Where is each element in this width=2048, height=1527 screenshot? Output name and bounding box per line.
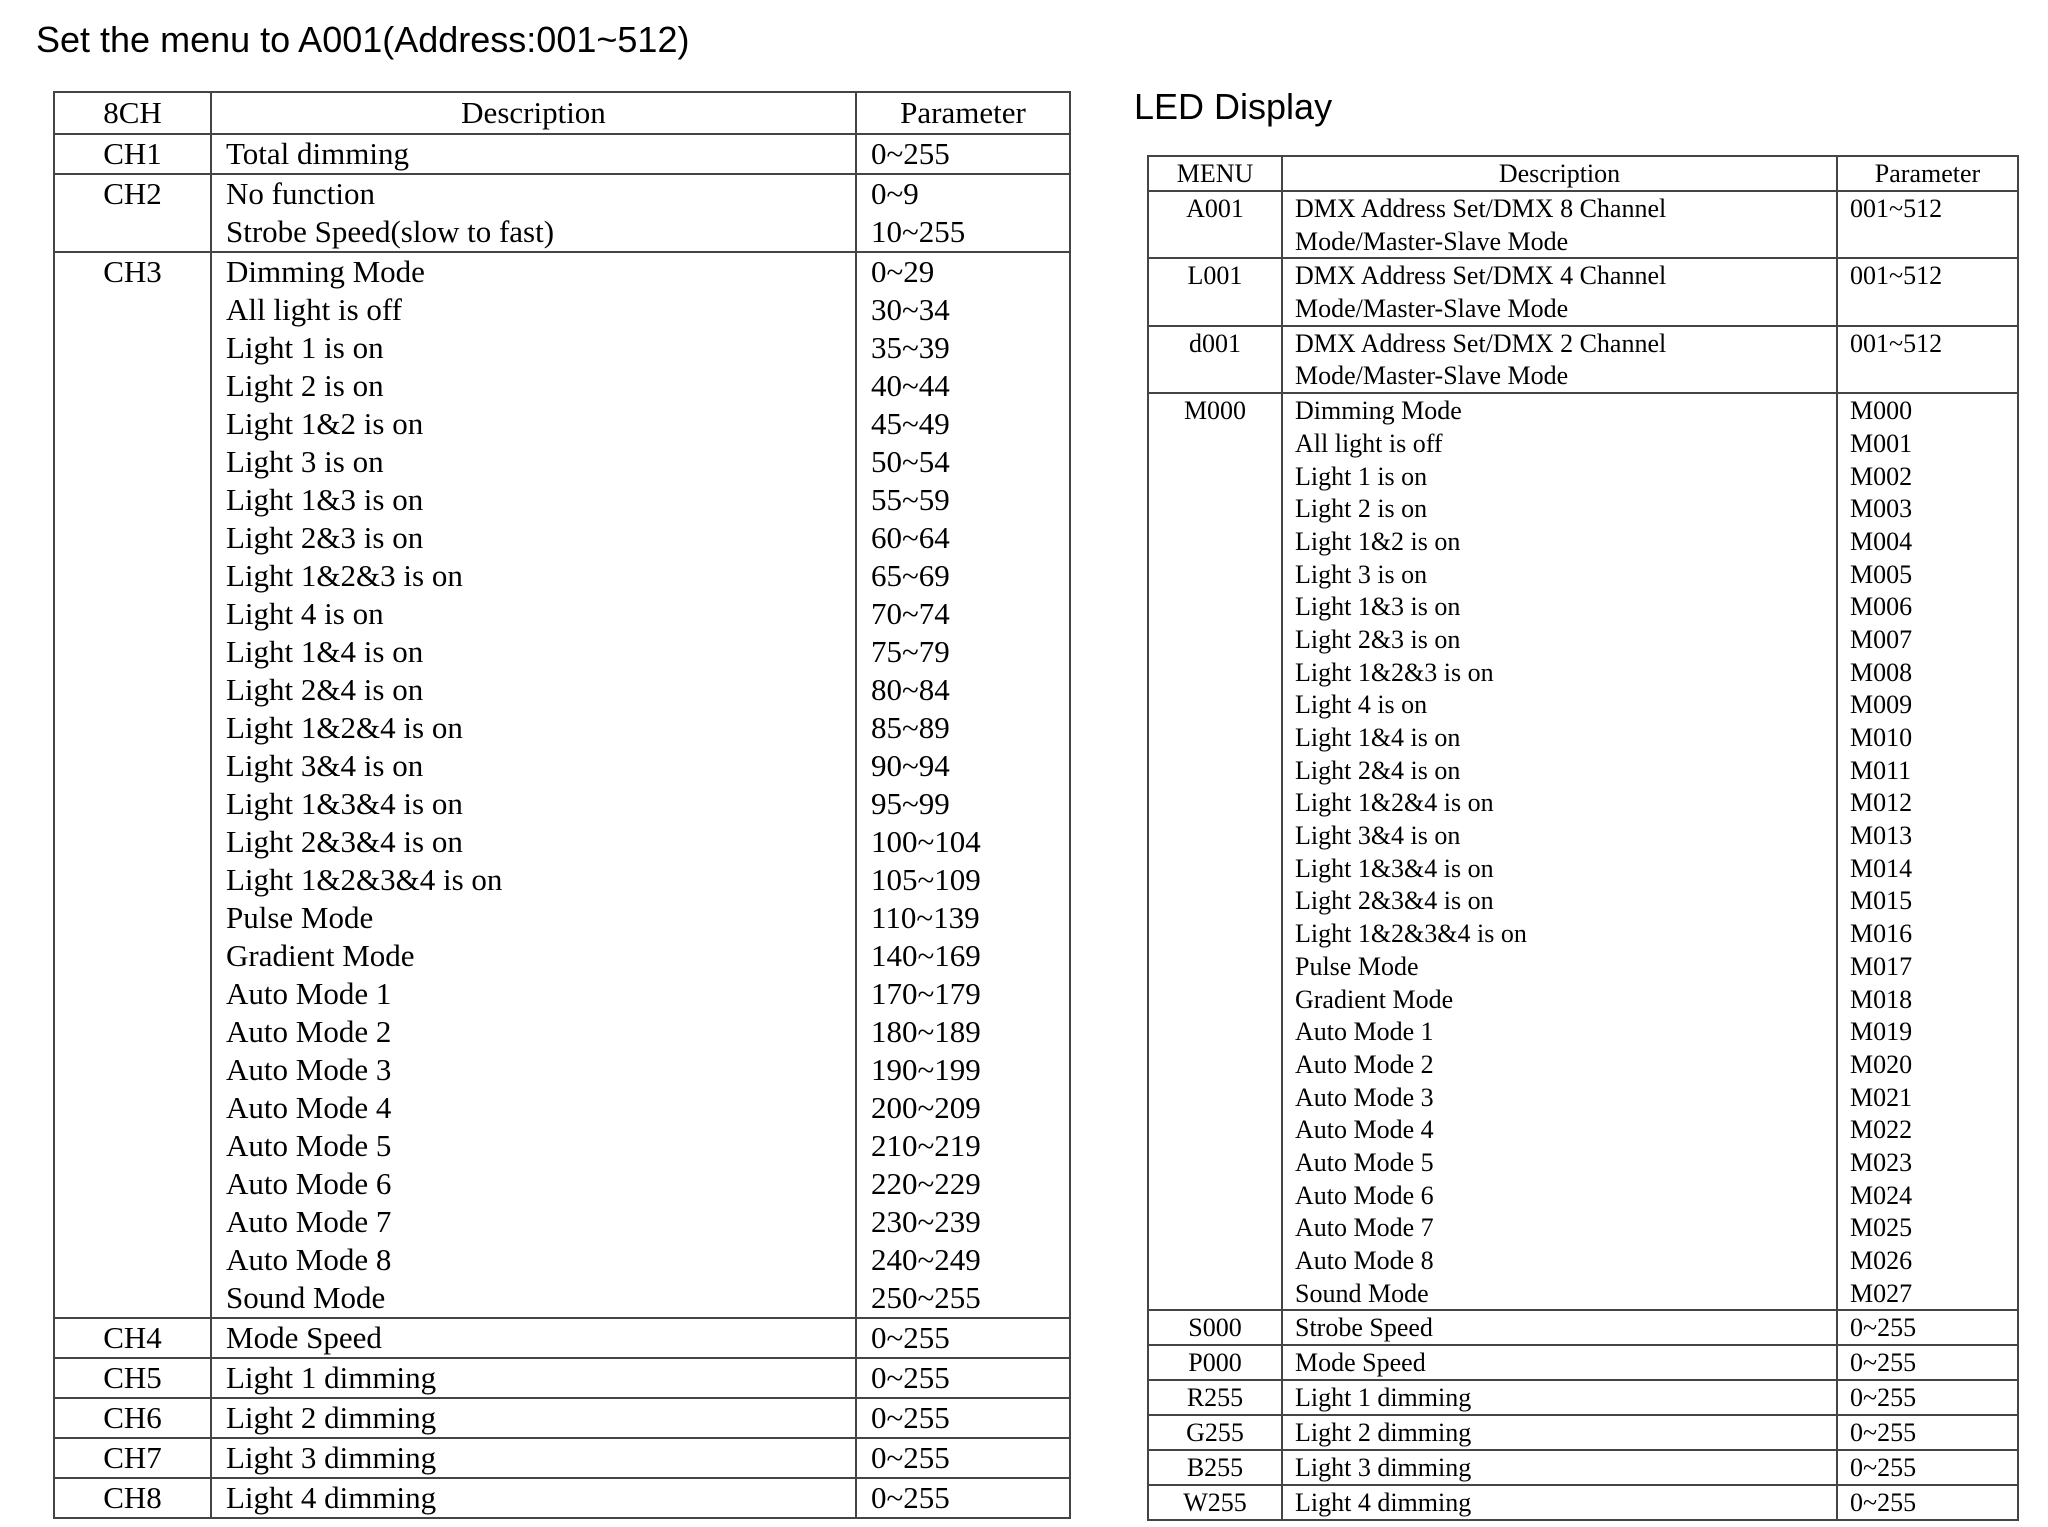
parameter-line: M021 (1850, 1082, 1913, 1112)
description-line: Light 1&4 is on (1295, 723, 1461, 752)
channel-label: CH3 (103, 254, 162, 289)
description-line: Light 1&3&4 is on (226, 786, 463, 821)
description-line: Auto Mode 5 (1295, 1147, 1434, 1177)
parameter-line: 75~79 (871, 634, 950, 669)
parameter-cell (1837, 1450, 2018, 1485)
parameter-cell (856, 1398, 1070, 1438)
description-cell (1282, 191, 1837, 258)
description-line: Light 3 dimming (1295, 1453, 1472, 1483)
parameter-line: 001~512 (1850, 194, 1943, 223)
description-line: Light 1&2 is on (1295, 526, 1461, 556)
description-line: Auto Mode 3 (1295, 1082, 1434, 1112)
description-line: Auto Mode 2 (226, 1014, 392, 1049)
channel-label: CH8 (103, 1480, 162, 1515)
description-line: Auto Mode 7 (1295, 1213, 1434, 1243)
description-line: Light 2 is on (226, 368, 384, 403)
page-title: Set the menu to A001(Address:001~512) (36, 19, 690, 60)
menu-cell (1148, 1415, 1282, 1450)
channel-cell (54, 1318, 211, 1358)
parameter-line: 40~44 (871, 368, 950, 403)
description-line: Light 2&3 is on (1295, 624, 1461, 654)
channel-cell (54, 1438, 211, 1478)
description-line: Mode Speed (226, 1320, 382, 1355)
description-line: Light 2 dimming (1295, 1418, 1472, 1448)
parameter-line: 0~255 (871, 1480, 950, 1515)
description-cell (1282, 393, 1837, 1310)
table-row (54, 1398, 1070, 1438)
dmx-header-channel: 8CH (54, 92, 211, 134)
description-line: Pulse Mode (226, 900, 374, 935)
parameter-cell (856, 1358, 1070, 1398)
description-cell (211, 1478, 856, 1518)
parameter-line: M023 (1850, 1147, 1913, 1177)
description-line: All light is off (226, 292, 402, 327)
menu-label: W255 (1183, 1488, 1247, 1518)
menu-label: B255 (1186, 1453, 1244, 1483)
parameter-line: M007 (1850, 624, 1913, 654)
description-line: Light 1&2&4 is on (226, 710, 463, 745)
description-line: Strobe Speed(slow to fast) (226, 214, 555, 249)
description-line: Light 1 dimming (1295, 1383, 1472, 1413)
parameter-line: M026 (1850, 1246, 1913, 1275)
description-line: Light 3&4 is on (226, 748, 424, 783)
led-header-parameter: Parameter (1837, 156, 2018, 191)
description-line: No function (226, 176, 375, 211)
dmx-header-row (54, 92, 1070, 134)
parameter-cell (1837, 1485, 2018, 1520)
description-line: Light 3 is on (1295, 559, 1428, 589)
description-line: Mode/Master-Slave Mode (1295, 294, 1569, 324)
channel-cell (54, 1358, 211, 1398)
parameter-line: 0~255 (871, 136, 950, 171)
channel-label: CH4 (103, 1320, 162, 1355)
menu-label: A001 (1186, 194, 1244, 223)
description-line: Light 2&3&4 is on (226, 824, 463, 859)
parameter-line: 0~255 (871, 1320, 950, 1355)
menu-cell (1148, 191, 1282, 258)
menu-cell (1148, 1345, 1282, 1380)
description-line: Light 3&4 is on (1295, 821, 1461, 851)
parameter-line: 55~59 (871, 482, 950, 517)
channel-label: CH7 (103, 1440, 162, 1475)
description-line: Light 2 dimming (226, 1400, 437, 1435)
menu-cell (1148, 1310, 1282, 1345)
channel-cell (54, 134, 211, 174)
parameter-line: 30~34 (871, 292, 950, 327)
menu-cell (1148, 393, 1282, 1310)
description-line: Light 1&2 is on (226, 406, 424, 441)
table-row (1148, 1380, 2018, 1415)
parameter-cell (1837, 393, 2018, 1310)
table-row (1148, 258, 2018, 325)
parameter-line: M008 (1850, 657, 1913, 687)
parameter-cell (856, 174, 1070, 252)
description-line: Auto Mode 4 (1295, 1115, 1434, 1145)
parameter-line: M009 (1850, 690, 1913, 720)
parameter-line: 60~64 (871, 520, 950, 555)
parameter-line: 0~255 (1850, 1453, 1917, 1483)
description-line: Gradient Mode (1295, 984, 1454, 1014)
menu-label: M000 (1183, 396, 1247, 426)
description-cell (211, 134, 856, 174)
parameter-line: M018 (1850, 984, 1913, 1014)
description-cell (211, 1398, 856, 1438)
description-line: Auto Mode 1 (1295, 1017, 1434, 1047)
description-line: Light 1&3 is on (226, 482, 424, 517)
description-line: Auto Mode 8 (1295, 1246, 1434, 1275)
parameter-line: 0~255 (871, 1400, 950, 1435)
channel-cell (54, 1478, 211, 1518)
description-line: Pulse Mode (1295, 951, 1419, 981)
parameter-cell (1837, 1345, 2018, 1380)
parameter-line: 35~39 (871, 330, 950, 365)
description-line: Light 2&3&4 is on (1295, 886, 1494, 916)
description-cell (211, 1318, 856, 1358)
description-line: Light 1&3&4 is on (1295, 853, 1494, 883)
description-line: Light 4 is on (1295, 690, 1428, 720)
description-cell (1282, 258, 1837, 325)
parameter-line: 001~512 (1850, 328, 1943, 358)
led-display-table (1147, 155, 2019, 1521)
led-header-row (1148, 156, 2018, 191)
menu-label: G255 (1186, 1418, 1244, 1448)
parameter-line: 200~209 (871, 1090, 981, 1125)
parameter-cell (856, 252, 1070, 1318)
menu-label: P000 (1188, 1348, 1242, 1378)
description-cell (1282, 1415, 1837, 1450)
dmx-header-description: Description (211, 92, 856, 134)
description-line: Strobe Speed (1295, 1313, 1433, 1343)
description-cell (211, 252, 856, 1318)
description-line: Light 2&4 is on (226, 672, 424, 707)
parameter-line: M011 (1850, 755, 1912, 785)
parameter-line: 190~199 (871, 1052, 981, 1087)
description-line: Light 1&2&3&4 is on (1295, 919, 1527, 949)
table-row (54, 1318, 1070, 1358)
parameter-line: 80~84 (871, 672, 950, 707)
table-row (54, 174, 1070, 252)
parameter-cell (1837, 326, 2018, 393)
description-line: Dimming Mode (226, 254, 425, 289)
channel-label: CH6 (103, 1400, 162, 1435)
description-line: Auto Mode 1 (226, 976, 392, 1011)
parameter-line: 170~179 (871, 976, 981, 1011)
description-line: Light 3 dimming (226, 1440, 437, 1475)
parameter-line: 0~9 (871, 176, 919, 211)
parameter-line: M005 (1850, 559, 1913, 589)
parameter-cell (1837, 258, 2018, 325)
description-line: Auto Mode 3 (226, 1052, 392, 1087)
channel-cell (54, 252, 211, 1318)
description-line: Auto Mode 4 (226, 1090, 392, 1125)
description-line: Light 2&3 is on (226, 520, 424, 555)
description-cell (1282, 1450, 1837, 1485)
description-cell (1282, 1345, 1837, 1380)
description-line: Light 1&2&3 is on (226, 558, 463, 593)
description-line: Light 1&2&3&4 is on (226, 862, 503, 897)
description-line: Light 1 dimming (226, 1360, 437, 1395)
table-row (54, 252, 1070, 1318)
led-display-title: LED Display (1134, 86, 1333, 127)
description-line: Auto Mode 2 (1295, 1049, 1434, 1079)
table-row (1148, 1345, 2018, 1380)
description-line: DMX Address Set/DMX 8 Channel (1295, 194, 1667, 223)
description-line: Auto Mode 6 (226, 1166, 392, 1201)
parameter-cell (1837, 1310, 2018, 1345)
description-line: Light 1&2&3 is on (1295, 657, 1494, 687)
menu-label: R255 (1186, 1383, 1244, 1413)
parameter-line: 0~255 (871, 1360, 950, 1395)
parameter-line: 240~249 (871, 1242, 981, 1277)
description-line: All light is off (1295, 428, 1443, 458)
description-line: Sound Mode (1295, 1278, 1429, 1308)
description-line: Light 1&4 is on (226, 634, 424, 669)
parameter-line: 10~255 (871, 214, 966, 249)
description-cell (211, 174, 856, 252)
parameter-line: 0~255 (871, 1440, 950, 1475)
parameter-line: M016 (1850, 919, 1913, 949)
parameter-line: 001~512 (1850, 261, 1943, 291)
description-line: Light 2 is on (1295, 494, 1428, 524)
description-cell (1282, 1485, 1837, 1520)
parameter-line: M003 (1850, 494, 1913, 524)
menu-cell (1148, 326, 1282, 393)
description-line: Light 3 is on (226, 444, 384, 479)
menu-cell (1148, 258, 1282, 325)
menu-cell (1148, 1450, 1282, 1485)
table-row (1148, 1310, 2018, 1345)
parameter-line: 250~255 (871, 1280, 981, 1315)
description-line: Total dimming (226, 136, 409, 171)
dmx-channel-table (53, 91, 1071, 1519)
menu-cell (1148, 1380, 1282, 1415)
parameter-line: 100~104 (871, 824, 981, 859)
parameter-line: 210~219 (871, 1128, 981, 1163)
table-row (54, 1358, 1070, 1398)
description-line: Sound Mode (226, 1280, 386, 1315)
menu-label: d001 (1189, 328, 1241, 358)
menu-cell (1148, 1485, 1282, 1520)
description-line: Light 1&3 is on (1295, 592, 1461, 622)
description-line: Light 1&2&4 is on (1295, 788, 1494, 818)
parameter-line: M006 (1850, 592, 1913, 622)
parameter-line: 230~239 (871, 1204, 981, 1239)
channel-label: CH2 (103, 176, 162, 211)
description-line: Light 4 dimming (226, 1480, 437, 1515)
parameter-cell (856, 1478, 1070, 1518)
parameter-line: M014 (1850, 853, 1913, 883)
description-line: Auto Mode 8 (226, 1242, 392, 1277)
description-cell (211, 1438, 856, 1478)
parameter-line: M002 (1850, 461, 1913, 491)
parameter-line: 0~255 (1850, 1348, 1917, 1378)
led-header-description: Description (1282, 156, 1837, 191)
description-line: Gradient Mode (226, 938, 415, 973)
description-line: Light 2&4 is on (1295, 755, 1461, 785)
parameter-cell (856, 1438, 1070, 1478)
parameter-line: M019 (1850, 1017, 1913, 1047)
parameter-line: M004 (1850, 526, 1913, 556)
menu-label: L001 (1187, 261, 1243, 291)
parameter-line: 0~255 (1850, 1313, 1917, 1343)
table-row (1148, 191, 2018, 258)
parameter-line: 90~94 (871, 748, 950, 783)
table-row (54, 1478, 1070, 1518)
description-cell (1282, 1380, 1837, 1415)
table-row (54, 134, 1070, 174)
parameter-line: 110~139 (871, 900, 980, 935)
table-row (1148, 1415, 2018, 1450)
parameter-cell (1837, 1415, 2018, 1450)
description-line: DMX Address Set/DMX 4 Channel (1295, 261, 1667, 291)
parameter-line: M015 (1850, 886, 1913, 916)
parameter-line: 70~74 (871, 596, 950, 631)
parameter-line: 105~109 (871, 862, 981, 897)
parameter-line: 65~69 (871, 558, 950, 593)
parameter-line: 0~29 (871, 254, 935, 289)
description-line: Mode Speed (1295, 1348, 1426, 1378)
parameter-line: 180~189 (871, 1014, 981, 1049)
description-line: Light 1 is on (1295, 461, 1428, 491)
parameter-line: M024 (1850, 1180, 1913, 1210)
parameter-line: 85~89 (871, 710, 950, 745)
parameter-line: M027 (1850, 1278, 1913, 1308)
parameter-line: 45~49 (871, 406, 950, 441)
table-row (54, 1438, 1070, 1478)
description-line: Dimming Mode (1295, 396, 1462, 426)
parameter-line: M022 (1850, 1115, 1913, 1145)
parameter-cell (1837, 1380, 2018, 1415)
parameter-line: M017 (1850, 951, 1913, 981)
channel-label: CH1 (103, 136, 162, 171)
dmx-header-parameter: Parameter (856, 92, 1070, 134)
table-row (1148, 1485, 2018, 1520)
parameter-cell (856, 134, 1070, 174)
parameter-line: 0~255 (1850, 1488, 1917, 1518)
description-line: Light 4 is on (226, 596, 384, 631)
channel-label: CH5 (103, 1360, 162, 1395)
menu-label: S000 (1188, 1313, 1242, 1343)
led-header-menu: MENU (1148, 156, 1282, 191)
description-line: Light 1 is on (226, 330, 384, 365)
table-row (1148, 326, 2018, 393)
parameter-line: 50~54 (871, 444, 950, 479)
parameter-cell (856, 1318, 1070, 1358)
table-row (1148, 393, 2018, 1310)
channel-cell (54, 174, 211, 252)
parameter-line: 95~99 (871, 786, 950, 821)
table-row (1148, 1450, 2018, 1485)
description-line: Mode/Master-Slave Mode (1295, 226, 1569, 256)
description-line: Auto Mode 5 (226, 1128, 392, 1163)
description-line: Auto Mode 6 (1295, 1180, 1434, 1210)
channel-cell (54, 1398, 211, 1438)
description-line: Auto Mode 7 (226, 1204, 392, 1239)
parameter-line: 140~169 (871, 938, 981, 973)
parameter-line: 0~255 (1850, 1418, 1917, 1448)
parameter-cell (1837, 191, 2018, 258)
parameter-line: M013 (1850, 821, 1913, 851)
parameter-line: M025 (1850, 1213, 1913, 1243)
parameter-line: 220~229 (871, 1166, 981, 1201)
description-line: Mode/Master-Slave Mode (1295, 361, 1569, 391)
description-cell (1282, 326, 1837, 393)
description-line: DMX Address Set/DMX 2 Channel (1295, 328, 1667, 358)
description-cell (211, 1358, 856, 1398)
parameter-line: M020 (1850, 1049, 1913, 1079)
parameter-line: M000 (1850, 396, 1913, 426)
parameter-line: 0~255 (1850, 1383, 1917, 1413)
description-cell (1282, 1310, 1837, 1345)
parameter-line: M012 (1850, 788, 1913, 818)
parameter-line: M001 (1850, 428, 1913, 458)
description-line: Light 4 dimming (1295, 1488, 1472, 1518)
parameter-line: M010 (1850, 723, 1913, 752)
